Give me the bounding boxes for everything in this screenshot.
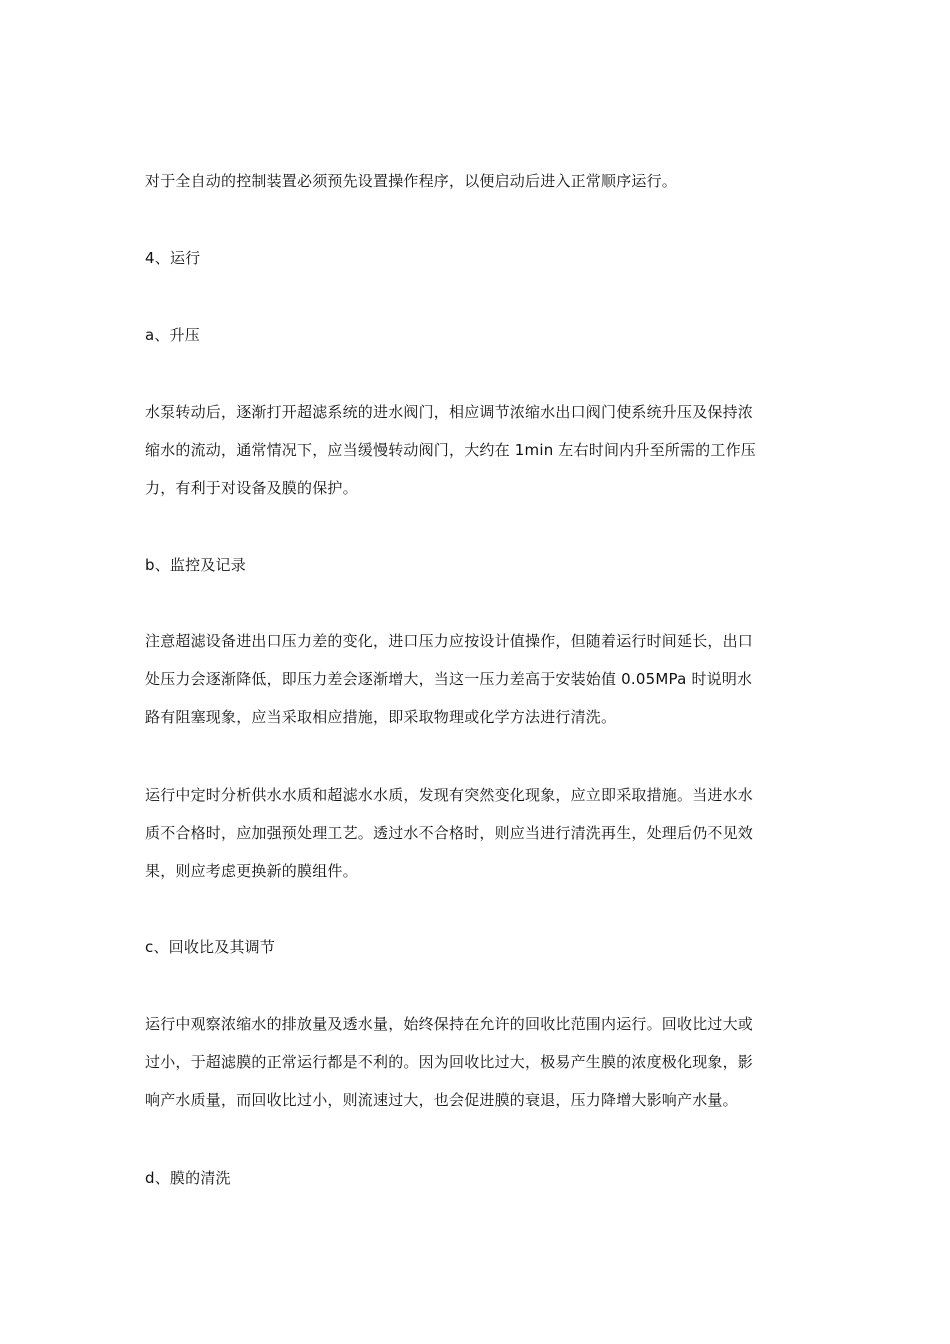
text-line: c、回收比及其调节 (145, 938, 276, 956)
text-line: 运行中观察浓缩水的排放量及透水量，始终保持在允许的回收比范围内运行。回收比过大或 (145, 1015, 754, 1033)
text-line: 果，则应考虑更换新的膜组件。 (145, 862, 358, 880)
text-line: 路有阻塞现象，应当采取相应措施，即采取物理或化学方法进行清洗。 (145, 708, 617, 726)
paragraph-monitoring-pressure (145, 622, 810, 736)
text-line: 水泵转动后，逐渐打开超滤系统的进水阀门，相应调节浓缩水出口阀门使系统升压及保持浓 (145, 403, 754, 421)
paragraph-recovery-ratio (145, 1005, 810, 1119)
text-line: 注意超滤设备进出口压力差的变化，进口压力应按设计值操作，但随着运行时间延长，出口 (145, 632, 754, 650)
text-line: 缩水的流动，通常情况下，应当缓慢转动阀门，大约在 1min 左右时间内升至所需的工作压 (145, 441, 756, 459)
section-heading-operation (145, 239, 810, 277)
subheading-pressurize (145, 316, 810, 354)
text-line: d、膜的清洗 (145, 1169, 231, 1187)
text-line: 过小，于超滤膜的正常运行都是不利的。因为回收比过大，极易产生膜的浓度极化现象，影 (145, 1053, 754, 1071)
subheading-membrane-cleaning (145, 1159, 810, 1197)
subheading-monitoring (145, 546, 810, 584)
text-line: 运行中定时分析供水水质和超滤水水质，发现有突然变化现象，应立即采取措施。当进水水 (145, 786, 754, 804)
text-line: a、升压 (145, 326, 200, 344)
paragraph-monitoring-quality (145, 776, 810, 890)
text-line: 对于全自动的控制装置必须预先设置操作程序，以便启动后进入正常顺序运行。 (145, 172, 678, 190)
subheading-recovery-ratio (145, 928, 810, 966)
intro-paragraph (145, 162, 810, 200)
text-line: 力，有利于对设备及膜的保护。 (145, 479, 358, 497)
paragraph-pressurize (145, 393, 810, 507)
text-line: b、监控及记录 (145, 556, 246, 574)
text-line: 4、运行 (145, 249, 201, 267)
text-line: 质不合格时，应加强预处理工艺。透过水不合格时，则应当进行清洗再生，处理后仍不见效 (145, 824, 754, 842)
text-line: 响产水质量，而回收比过小，则流速过大，也会促进膜的衰退，压力降增大影响产水量。 (145, 1091, 738, 1109)
text-line: 处压力会逐渐降低，即压力差会逐渐增大，当这一压力差高于安装始值 0.05MPa 时说明水 (145, 670, 753, 688)
